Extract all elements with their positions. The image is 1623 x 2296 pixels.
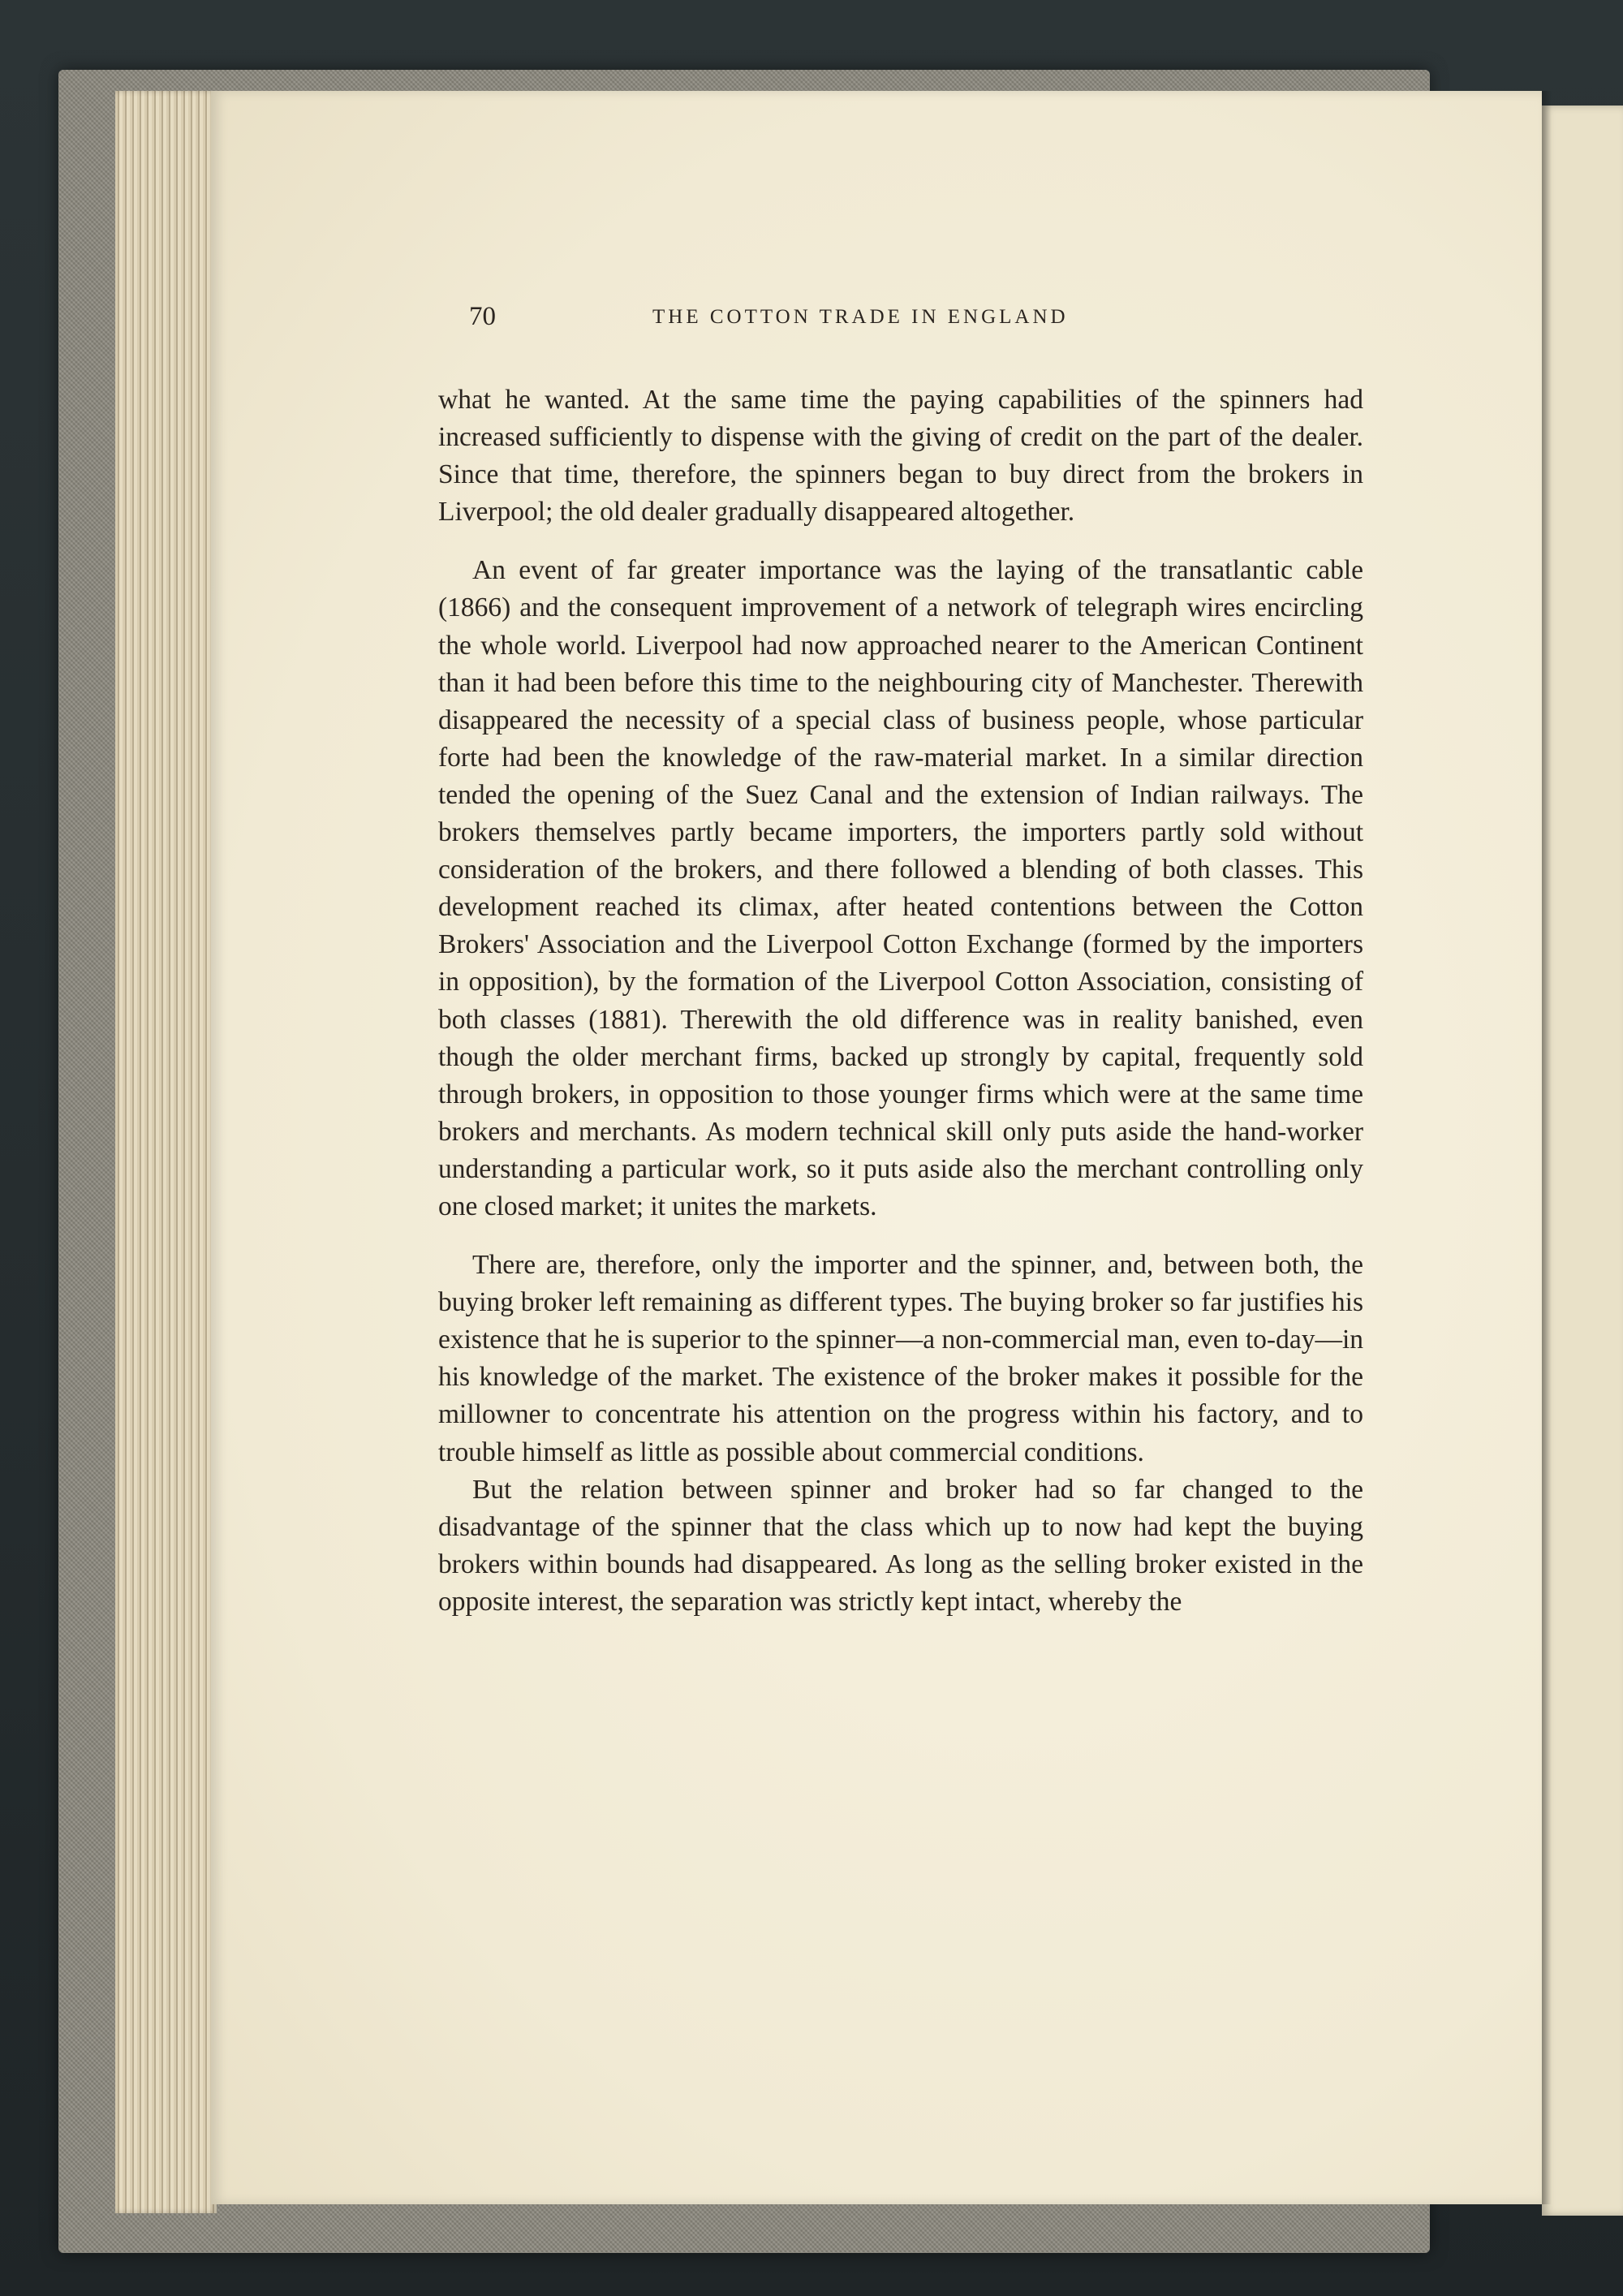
paragraph-4: But the relation between spinner and broker had so far changed to the disadvantage of the spinner that the class which up to now had kept the buying brokers within bounds had disappeared. As long as the selling broker existed in the opposite interest, the separation was strictly kept intact, whereby the xyxy=(438,1474,1363,1617)
running-head xyxy=(469,300,1144,333)
paragraph-1: what he wanted. At the same time the paying capabilities of the spinners had increased sufficiently to dispense with the giving of credit on the part of the dealer. Since that time, therefore, the spinners began to buy direct from the brokers in Liverpool; the old dealer gradually disappeared altogether. xyxy=(438,385,1363,528)
paragraph-3: There are, therefore, only the importer and the spinner, and, between both, the buying broker left remaining as different types. The buying broker so far justifies his existence that he is superior to the spinner—a non-commercial man, even to-day—in his knowledge of the market. The existence of the broker makes it possible for the millowner to concentrate his attention on the progress within his factory, and to trouble himself as little as possible about commercial conditions. xyxy=(438,1250,1363,1467)
facing-page-edge xyxy=(1542,106,1623,2216)
page-number: 70 xyxy=(469,302,496,331)
paragraph-gap xyxy=(438,1226,1363,1247)
page-edges xyxy=(115,91,217,2213)
paragraph-2: An event of far greater importance was the laying of the transatlantic cable (1866) and the consequent improvement of a network of telegraph wires encircling the whole world. Liverpool had now approached nearer to the American Continent than it had been before this time to the neighbouring city of Manchester. Therewith disappeared the necessity of a special class of business people, whose particular forte had been the knowledge of the raw-material market. In a similar direction tended the opening of the Suez Canal and the extension of Indian railways. The brokers themselves partly became importers, the importers partly sold without consideration of the brokers, and there followed a blending of both classes. This development reached its climax, after heated contentions between the Cotton Brokers' Association and the Liverpool Cotton Exchange (formed by the importers in opposition), by the formation of the Liverpool Cotton Association, consisting of both classes (1881). Therewith the old difference was in reality banished, even though the older merchant firms, backed up strongly by capital, frequently sold through brokers, in opposition to those younger firms which were at the same time brokers and merchants. As modern technical skill only puts aside the hand-worker understanding a particular work, so it puts aside also the merchant controlling only one closed market; it unites the markets. xyxy=(438,555,1363,1221)
gutter-shadow xyxy=(1542,91,1552,2204)
body-text xyxy=(438,381,1363,1621)
running-title: THE COTTON TRADE IN ENGLAND xyxy=(652,306,1069,328)
paragraph-gap xyxy=(438,531,1363,552)
